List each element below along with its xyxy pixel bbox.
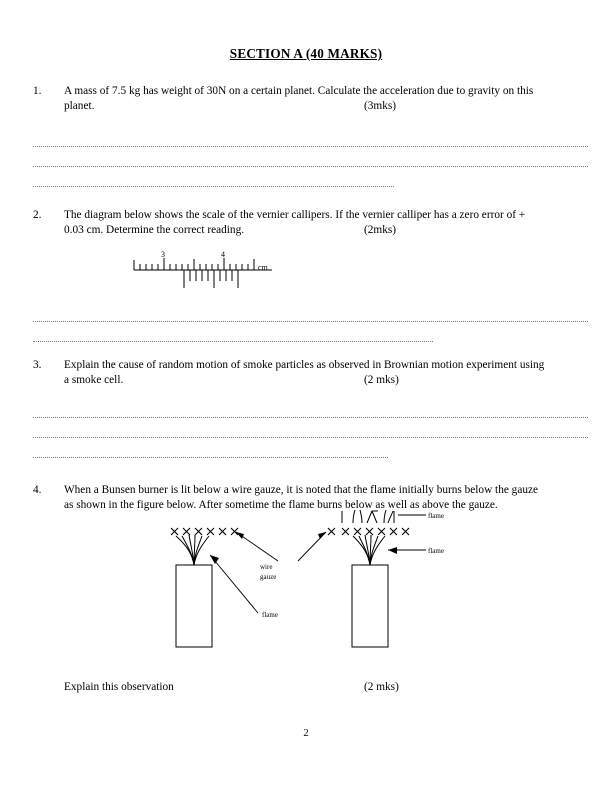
question-1-text-line1: A mass of 7.5 kg has weight of 30N on a certain planet. Calculate the acceleration due to gravity on this <box>64 85 534 97</box>
right-gauze-leader <box>298 532 326 561</box>
vernier-label-4: 4 <box>221 250 225 259</box>
question-3-answer-lines <box>33 398 588 458</box>
right-gauze-marks <box>328 528 409 535</box>
question-2 <box>33 208 588 239</box>
question-3-row <box>33 358 588 389</box>
answer-line[interactable] <box>33 127 588 147</box>
question-1-text-line2-content: planet. <box>64 100 95 113</box>
right-burner-tube <box>352 565 388 647</box>
answer-line[interactable] <box>33 302 588 322</box>
question-2-answer-lines <box>33 302 588 342</box>
question-1-body <box>64 84 588 115</box>
left-burner-tube <box>176 565 212 647</box>
right-burner-group <box>298 510 426 647</box>
vernier-label-3: 3 <box>161 250 165 259</box>
question-3-text-line2 <box>64 373 588 388</box>
question-1-answer-lines <box>33 127 588 187</box>
bunsen-burner-diagram <box>150 505 490 650</box>
question-4-text-line2: as shown in the figure below. After sometime the flame burns below as well as above the gauze. <box>64 499 498 512</box>
question-2-text-line2-content: 0.03 cm. Determine the correct reading. <box>64 224 245 237</box>
vernier-calliper-svg <box>128 248 278 304</box>
page-number: 2 <box>303 728 309 739</box>
left-flame-leader <box>210 555 258 613</box>
question-1-row <box>33 84 588 115</box>
question-1-number: 1. <box>33 85 42 97</box>
answer-line[interactable] <box>33 147 588 167</box>
left-gauze-leader <box>236 532 278 561</box>
bunsen-burner-svg <box>150 505 490 650</box>
answer-line[interactable] <box>33 438 388 458</box>
question-3-text-line2-content: a smoke cell. <box>64 374 124 387</box>
question-1 <box>33 84 588 115</box>
question-3-number: 3. <box>33 359 42 371</box>
right-bottom-flame-leader <box>388 547 426 554</box>
answer-line[interactable] <box>33 322 433 342</box>
question-2-row <box>33 208 588 239</box>
vernier-unit-label: cm <box>258 263 268 272</box>
wire-gauze-label-line2: gauze <box>260 573 277 581</box>
closing-prompt-row <box>33 680 588 695</box>
question-1-marks: (3mks) <box>364 100 397 113</box>
question-2-number: 2. <box>33 209 42 221</box>
question-4-number: 4. <box>33 484 42 496</box>
left-burner-group <box>171 528 278 647</box>
wire-gauze-label-line1: wire <box>260 563 273 571</box>
left-gauze-marks <box>171 528 238 535</box>
flame-label-top-right: flame <box>428 512 444 520</box>
closing-line <box>64 680 588 695</box>
answer-line[interactable] <box>33 398 588 418</box>
page-title: SECTION A (40 MARKS) <box>229 46 383 61</box>
right-flame-below <box>353 535 385 565</box>
vernier-calliper-diagram <box>128 248 278 304</box>
question-2-marks: (2mks) <box>364 224 397 237</box>
answer-line[interactable] <box>33 418 588 438</box>
question-3-marks: (2 mks) <box>364 374 399 387</box>
right-flame-above <box>342 510 394 523</box>
question-2-text-line1: The diagram below shows the scale of the vernier callipers. If the vernier calliper has a zero error of + <box>64 209 526 221</box>
question-3-text-line1: Explain the cause of random motion of smoke particles as observed in Brownian motion experiment using <box>64 359 545 371</box>
left-flame <box>176 535 209 565</box>
question-2-body <box>64 208 588 239</box>
question-1-text-line2 <box>64 99 588 114</box>
question-2-text-line2 <box>64 223 588 238</box>
flame-label-bottom-right: flame <box>428 547 444 555</box>
question-4-text-line1: When a Bunsen burner is lit below a wire gauze, it is noted that the flame initially burns below the gauze <box>64 484 539 496</box>
flame-label-left: flame <box>262 611 278 619</box>
closing-marks: (2 mks) <box>364 681 399 693</box>
question-3 <box>33 358 588 389</box>
answer-line[interactable] <box>33 167 394 187</box>
closing-prompt-text: Explain this observation <box>64 681 174 693</box>
question-3-body <box>64 358 588 389</box>
